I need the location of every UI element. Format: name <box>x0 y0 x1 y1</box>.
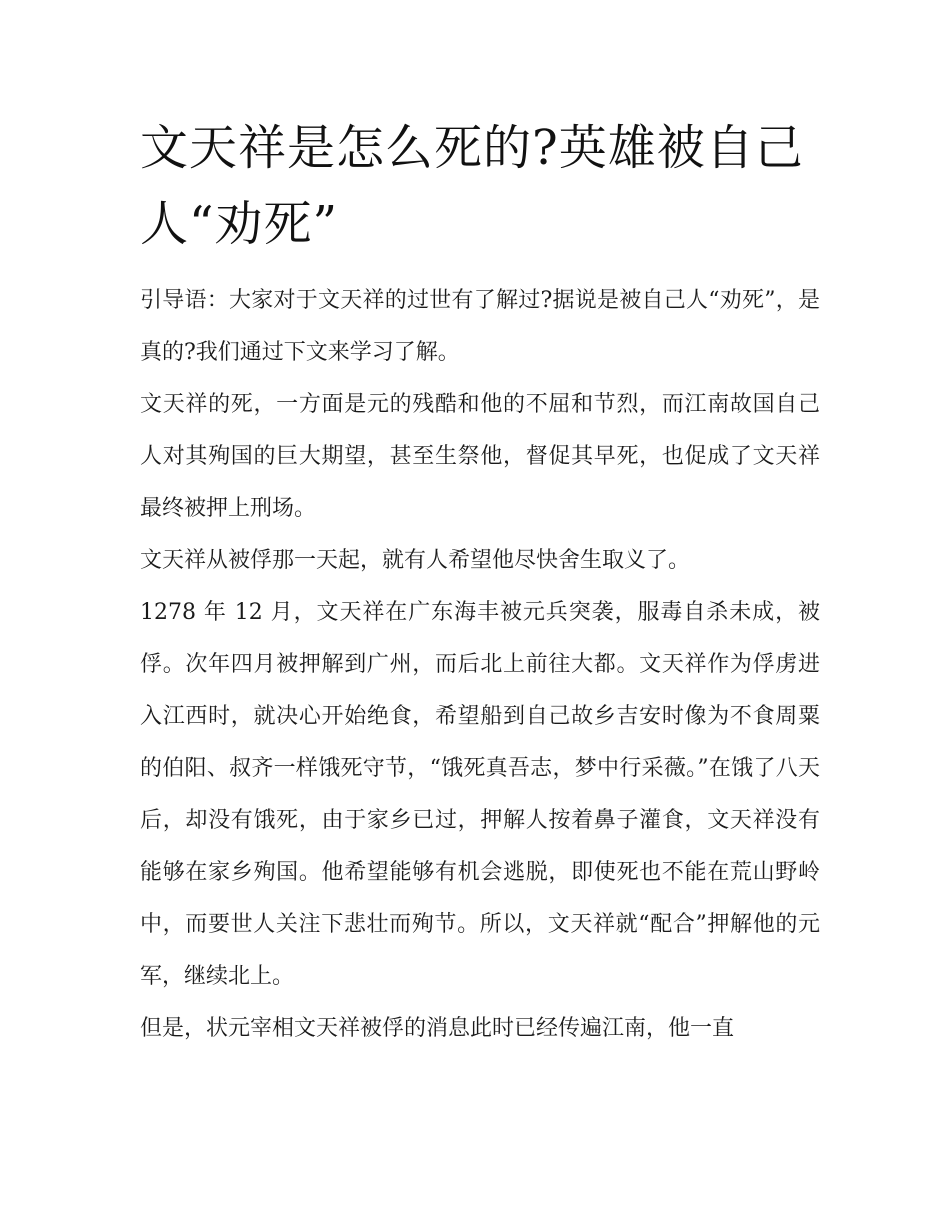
paragraph-intro: 引导语：大家对于文天祥的过世有了解过?据说是被自己人“劝死”，是真的?我们通过下文来学习了解。 <box>140 288 820 365</box>
article-title: 文天祥是怎么死的?英雄被自己人“劝死” <box>140 120 804 252</box>
article-body <box>140 275 820 1055</box>
paragraph-3: 1278 年 12 月，文天祥在广东海丰被元兵突袭，服毒自杀未成，被俘。次年四月被押解到广州，而后北上前往大都。文天祥作为俘虏进入江西时，就决心开始绝食，希望船到自己故乡吉安时像为不食周粟的伯阳、叔齐一样饿死守节，“饿死真吾志，梦中行采薇。”在饿了八天后，却没有饿死，由于家乡已过，押解人按着鼻子灌食，文天祥没有能够在家乡殉国。他希望能够有机会逃脱，即使死也不能在荒山野岭中，而要世人关注下悲壮而殉节。所以，文天祥就“配合”押解他的元军，继续北上。 <box>140 600 820 989</box>
paragraph-4: 但是，状元宰相文天祥被俘的消息此时已经传遍江南，他一直 <box>140 1016 735 1041</box>
paragraph-1: 文天祥的死，一方面是元的残酷和他的不屈和节烈，而江南故国自己人对其殉国的巨大期望，甚至生祭他，督促其早死，也促成了文天祥最终被押上刑场。 <box>140 392 820 521</box>
paragraph-2: 文天祥从被俘那一天起，就有人希望他尽快舍生取义了。 <box>140 548 691 573</box>
